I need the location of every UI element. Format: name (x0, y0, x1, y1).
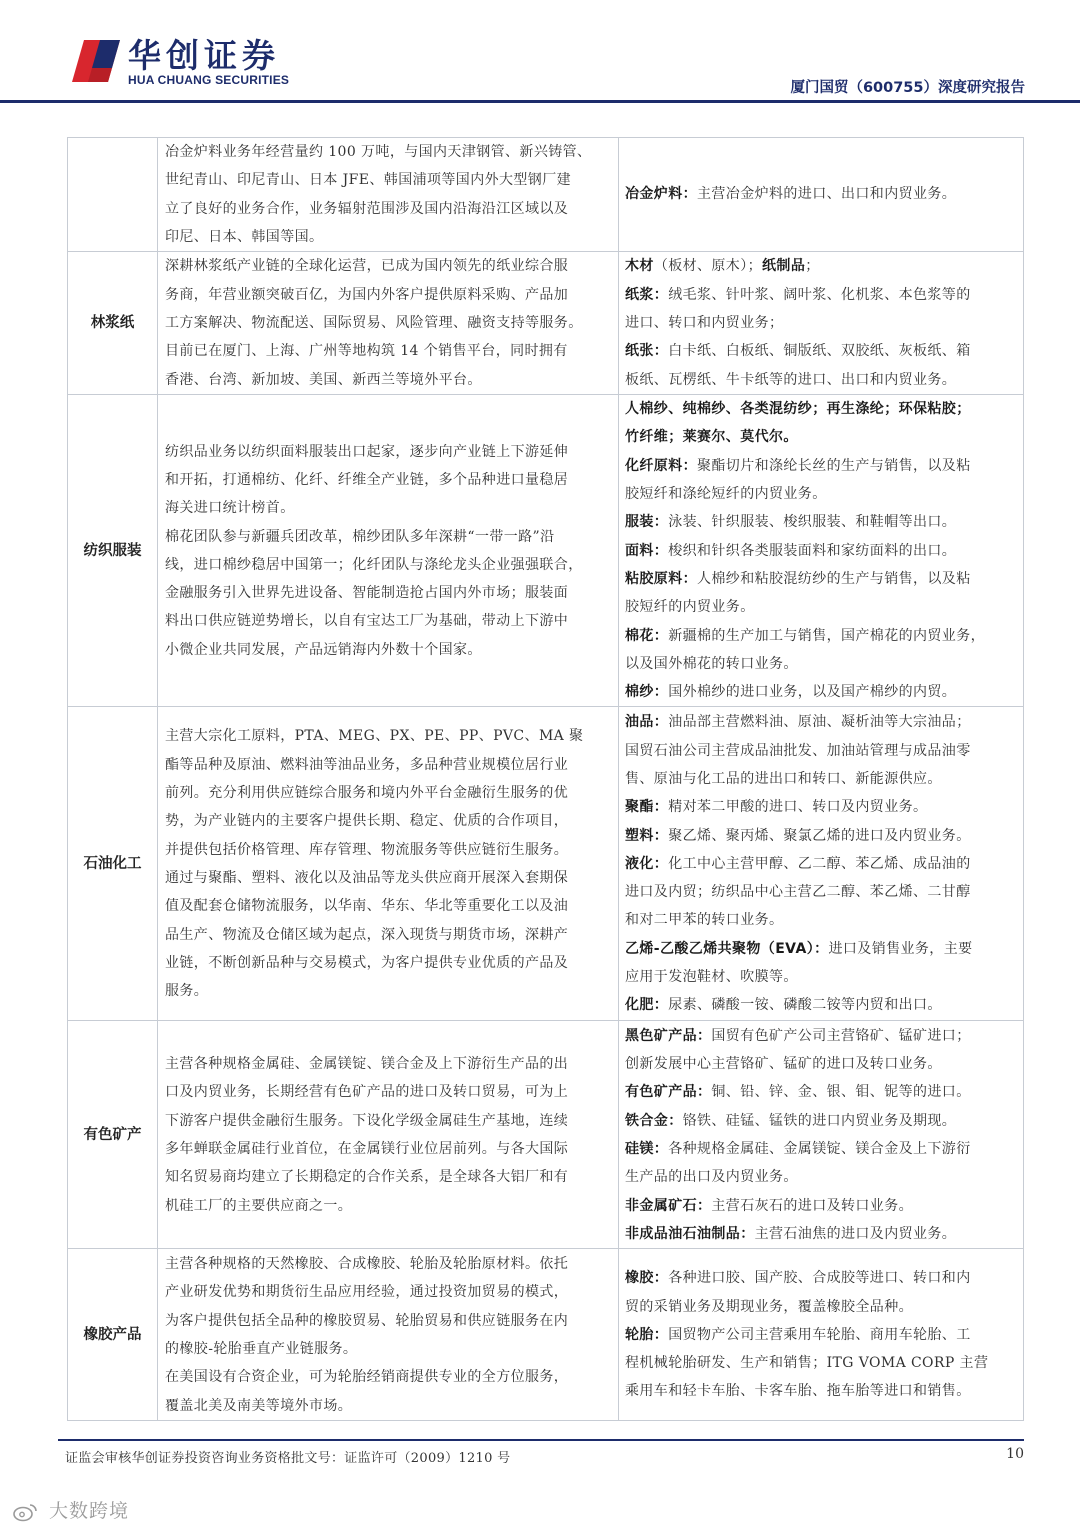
product-line (625, 281, 1018, 309)
description-line: 主营大宗化工原料，PTA、MEG、PX、PE、PP、PVC、MA 聚 (165, 728, 584, 745)
segment-products (619, 138, 1024, 252)
product-line (625, 309, 1018, 337)
product-keyword: 冶金炉料： (625, 186, 697, 203)
description-line: 酯等品种及原油、燃料油等油品业务，多品种营业规模位居行业 (165, 756, 569, 773)
segment-description (158, 395, 619, 707)
product-keyword: 有色矿产品： (625, 1084, 712, 1101)
segment-products (619, 1249, 1024, 1421)
product-line (625, 906, 1018, 934)
product-line (625, 1220, 1018, 1248)
product-line (625, 565, 1018, 593)
product-text: 梭织和针织各类服装面料和家纺面料的出口。 (668, 542, 957, 559)
segment-name: 林浆纸 (68, 252, 158, 395)
product-line (625, 1107, 1018, 1135)
product-text: 各种规格金属硅、金属镁锭、镁合金及上下游衍 (668, 1140, 971, 1157)
description-line: 服务。 (165, 983, 209, 1000)
description-line: 值及配套仓储物流服务，以华南、华东、华北等重要化工以及油 (165, 898, 569, 915)
product-text: 进口及内贸；纺织品中心主营乙二醇、苯乙烯、二甘醇 (625, 884, 971, 901)
product-keyword: 木材 (625, 258, 654, 275)
segment-name: 石油化工 (68, 707, 158, 1021)
description-line: 主营各种规格的天然橡胶、合成橡胶、轮胎及轮胎原材料。依托 (165, 1256, 569, 1273)
product-keyword: 非金属矿石： (625, 1197, 712, 1214)
product-text: 国外棉纱的进口业务，以及国产棉纱的内贸。 (668, 684, 957, 701)
product-line (625, 1349, 1018, 1377)
description-line: 覆盖北美及南美等境外市场。 (165, 1397, 353, 1414)
product-text: 主营石灰石的进口及转口业务。 (711, 1197, 914, 1214)
product-text: 创新发展中心主营铬矿、锰矿的进口及转口业务。 (625, 1056, 942, 1073)
product-keyword: 纸张： (625, 343, 669, 360)
weibo-icon (12, 1502, 38, 1522)
product-text: （板材、原木）； (653, 258, 763, 275)
product-line (625, 765, 1018, 793)
product-keyword: 油品： (625, 714, 669, 731)
product-line (625, 935, 1018, 963)
product-text: 生产品的出口及内贸业务。 (625, 1169, 798, 1186)
product-text: 国贸有色矿产公司主营铬矿、锰矿进口； (711, 1027, 971, 1044)
product-line (625, 480, 1018, 508)
product-line (625, 878, 1018, 906)
segment-name (68, 138, 158, 252)
table-row (68, 138, 1024, 252)
product-line (625, 452, 1018, 480)
product-keyword: 棉花： (625, 627, 669, 644)
product-text: ； (805, 258, 820, 275)
product-text: 油品部主营燃料油、原油、凝析油等大宗油品； (668, 714, 971, 731)
description-line: 印尼、日本、韩国等国。 (165, 228, 324, 245)
description-line: 香港、台湾、新加坡、美国、新西兰等境外平台。 (165, 371, 482, 388)
product-line (625, 395, 1018, 423)
table-row (68, 1021, 1024, 1249)
product-text: 聚乙烯、聚丙烯、聚氯乙烯的进口及内贸业务。 (668, 827, 971, 844)
description-line: 品生产、物流及仓储区域为起点，深入现货与期货市场，深耕产 (165, 926, 569, 943)
product-keyword: 轮胎： (625, 1326, 669, 1343)
segment-products (619, 395, 1024, 707)
report-title: 厦门国贸（600755）深度研究报告 (790, 80, 1025, 96)
huachuang-logo-icon (70, 38, 122, 84)
description-line: 口及内贸业务，长期经营有色矿产品的进口及转口贸易，可为上 (165, 1084, 569, 1101)
product-text: 板纸、瓦楞纸、牛卡纸等的进口、出口和内贸业务。 (625, 371, 957, 388)
description-line: 和开拓，打通棉纺、化纤、纤维全产业链，多个品种进口量稳居 (165, 471, 569, 488)
segment-name: 橡胶产品 (68, 1249, 158, 1421)
segment-description (158, 1021, 619, 1249)
description-line: 并提供包括价格管理、库存管理、物流服务等供应链衍生服务。 (165, 841, 569, 858)
description-line: 业链，不断创新品种与交易模式，为客户提供专业优质的产品及 (165, 954, 569, 971)
product-line (625, 1078, 1018, 1106)
product-keyword: 黑色矿产品： (625, 1027, 712, 1044)
product-keyword: 服装： (625, 514, 669, 531)
segment-description (158, 1249, 619, 1421)
product-text: 进口及销售业务，主要 (828, 940, 973, 957)
product-keyword: 人棉纱、纯棉纱、各类混纺纱；再生涤纶；环保粘胶； (625, 401, 971, 418)
product-line (625, 1163, 1018, 1191)
product-text: 主营石油焦的进口及内贸业务。 (754, 1225, 957, 1242)
table-body (68, 138, 1024, 1421)
product-line (625, 252, 1018, 280)
product-line (625, 1321, 1018, 1349)
segment-products (619, 1021, 1024, 1249)
product-keyword: 化肥： (625, 997, 669, 1014)
description-line: 工方案解决、物流配送、国际贸易、风险管理、融资支持等服务。 (165, 315, 583, 332)
description-line: 势，为产业链内的主要客户提供长期、稳定、优质的合作项目， (165, 813, 569, 830)
product-line (625, 622, 1018, 650)
description-line: 机硅工厂的主要供应商之一。 (165, 1197, 353, 1214)
brand-name-cn: 华创证券 (128, 36, 280, 75)
product-keyword: 纸浆： (625, 286, 669, 303)
product-keyword: 竹纤维；莱赛尔、莫代尔。 (625, 429, 798, 446)
product-text: 胶短纤的内贸业务。 (625, 599, 755, 616)
product-line (625, 1192, 1018, 1220)
product-text: 绒毛浆、针叶浆、阔叶浆、化机浆、本色浆等的 (668, 286, 971, 303)
description-line: 立了良好的业务合作，业务辐射范围涉及国内沿海沿江区域以及 (165, 200, 569, 217)
product-line (625, 822, 1018, 850)
product-line (625, 593, 1018, 621)
segment-name: 纺织服装 (68, 395, 158, 707)
header-divider (0, 100, 1080, 103)
product-text: 主营冶金炉料的进口、出口和内贸业务。 (697, 186, 957, 203)
description-line: 下游客户提供金融衍生服务。下设化学级金属硅生产基地，连续 (165, 1112, 569, 1129)
description-line: 为客户提供包括全品种的橡胶贸易、轮胎贸易和供应链服务在内 (165, 1312, 569, 1329)
product-line (625, 180, 1018, 208)
product-text: 铬铁、硅锰、锰铁的进口内贸业务及期现。 (682, 1112, 957, 1129)
product-text: 进口、转口和内贸业务； (625, 315, 784, 332)
product-keyword: 聚酯： (625, 799, 669, 816)
product-text: 贸的采销业务及期现业务，覆盖橡胶全品种。 (625, 1298, 913, 1315)
product-line (625, 737, 1018, 765)
product-line (625, 1135, 1018, 1163)
product-keyword: 硅镁： (625, 1140, 669, 1157)
watermark (12, 1496, 129, 1523)
product-line (625, 366, 1018, 394)
description-line: 海关进口统计榜首。 (165, 500, 295, 517)
description-line: 前列。充分利用供应链综合服务和境内外平台金融衍生服务的优 (165, 785, 569, 802)
segment-name: 有色矿产 (68, 1021, 158, 1249)
product-line (625, 991, 1018, 1019)
product-keyword: 液化： (625, 855, 669, 872)
product-line (625, 963, 1018, 991)
product-text: 乘用车和轻卡车胎、卡客车胎、拖车胎等进口和销售。 (625, 1383, 971, 1400)
business-segments-table (67, 137, 1024, 1421)
description-line: 通过与聚酯、塑料、液化以及油品等龙头供应商开展深入套期保 (165, 869, 569, 886)
description-line: 深耕林浆纸产业链的全球化运营，已成为国内领先的纸业综合服 (165, 258, 569, 275)
table-row (68, 707, 1024, 1021)
description-line: 金融服务引入世界先进设备、智能制造抢占国内外市场；服装面 (165, 585, 569, 602)
product-text: 白卡纸、白板纸、铜版纸、双胶纸、灰板纸、箱 (668, 343, 971, 360)
product-line (625, 1264, 1018, 1292)
product-text: 新疆棉的生产加工与销售，国产棉花的内贸业务， (668, 627, 986, 644)
product-text: 精对苯二甲酸的进口、转口及内贸业务。 (668, 799, 928, 816)
description-line: 小微企业共同发展，产品远销海内外数十个国家。 (165, 641, 482, 658)
watermark-text: 大数跨境 (49, 1500, 130, 1522)
description-line: 棉花团队参与新疆兵团改革，棉纱团队多年深耕“一带一路”沿 (165, 528, 555, 545)
product-line (625, 1293, 1018, 1321)
description-line: 务商，年营业额突破百亿，为国内外客户提供原料采购、产品加 (165, 286, 569, 303)
product-text: 胶短纤和涤纶短纤的内贸业务。 (625, 486, 827, 503)
description-line: 多年蝉联金属硅行业首位，在金属镁行业位居前列。与各大国际 (165, 1140, 569, 1157)
product-keyword: 乙烯-乙酸乙烯共聚物（EVA）： (625, 940, 829, 957)
description-line: 在美国设有合资企业，可为轮胎经销商提供专业的全方位服务， (165, 1369, 569, 1386)
product-line (625, 708, 1018, 736)
product-keyword: 非成品油石油制品： (625, 1225, 755, 1242)
description-line: 料出口供应链逆势增长，以自有宝达工厂为基础，带动上下游中 (165, 613, 569, 630)
product-text: 应用于发泡鞋材、吹膜等。 (625, 968, 798, 985)
description-line: 的橡胶-轮胎垂直产业链服务。 (165, 1340, 358, 1357)
segment-products (619, 707, 1024, 1021)
table-row (68, 1249, 1024, 1421)
product-keyword: 铁合金： (625, 1112, 683, 1129)
brand-name-en: HUA CHUANG SECURITIES (128, 73, 290, 87)
description-line: 知名贸易商均建立了长期稳定的合作关系，是全球各大铝厂和有 (165, 1169, 569, 1186)
product-text: 售、原油与化工品的进出口和转口、新能源供应。 (625, 770, 942, 787)
page-header (0, 0, 1080, 106)
product-keyword: 面料： (625, 542, 669, 559)
description-line: 产业研发优势和期货衍生品应用经验，通过投资加贸易的模式， (165, 1284, 569, 1301)
description-line: 世纪青山、印尼青山、日本 JFE、韩国浦项等国内外大型钢厂建 (165, 172, 571, 189)
product-text: 和对二甲苯的转口业务。 (625, 912, 784, 929)
product-line (625, 1377, 1018, 1405)
segment-description (158, 252, 619, 395)
product-line (625, 678, 1018, 706)
footer-divider (58, 1439, 1024, 1441)
product-line (625, 850, 1018, 878)
product-text: 尿素、磷酸一铵、磷酸二铵等内贸和出口。 (668, 997, 942, 1014)
product-text: 铜、铅、锌、金、银、钼、铌等的进口。 (711, 1084, 971, 1101)
table-row (68, 252, 1024, 395)
product-keyword: 纸制品 (762, 258, 806, 275)
product-keyword: 化纤原料： (625, 457, 697, 474)
product-text: 各种进口胶、国产胶、合成胶等进口、转口和内 (668, 1270, 971, 1287)
product-text: 聚酯切片和涤纶长丝的生产与销售，以及粘 (697, 457, 971, 474)
description-line: 目前已在厦门、上海、广州等地构筑 14 个销售平台，同时拥有 (165, 343, 568, 360)
product-keyword: 棉纱： (625, 684, 669, 701)
product-line (625, 508, 1018, 536)
product-keyword: 塑料： (625, 827, 669, 844)
segment-description (158, 138, 619, 252)
product-keyword: 粘胶原料： (625, 570, 697, 587)
segment-products (619, 252, 1024, 395)
product-text: 国贸物产公司主营乘用车轮胎、商用车轮胎、工 (668, 1326, 971, 1343)
product-line (625, 1022, 1018, 1050)
description-line: 主营各种规格金属硅、金属镁锭、镁合金及上下游衍生产品的出 (165, 1056, 569, 1073)
description-line: 线，进口棉纱稳居中国第一；化纤团队与涤纶龙头企业强强联合， (165, 556, 583, 573)
product-text: 国贸石油公司主营成品油批发、加油站管理与成品油零 (625, 742, 971, 759)
product-line (625, 423, 1018, 451)
product-text: 泳装、针织服装、梭织服装、和鞋帽等出口。 (668, 514, 957, 531)
product-line (625, 337, 1018, 365)
product-text: 化工中心主营甲醇、乙二醇、苯乙烯、成品油的 (668, 855, 971, 872)
product-line (625, 793, 1018, 821)
table-row (68, 395, 1024, 707)
product-text: 以及国外棉花的转口业务。 (625, 655, 798, 672)
product-line (625, 650, 1018, 678)
license-statement: 证监会审核华创证券投资咨询业务资格批文号：证监许可（2009）1210 号 (65, 1451, 511, 1466)
product-keyword: 橡胶： (625, 1270, 669, 1287)
description-line: 冶金炉料业务年经营量约 100 万吨，与国内天津钢管、新兴铸管、 (165, 144, 592, 160)
segment-description (158, 707, 619, 1021)
description-line: 纺织品业务以纺织面料服装出口起家，逐步向产业链上下游延伸 (165, 443, 569, 460)
product-line (625, 537, 1018, 565)
page-number: 10 (1006, 1446, 1024, 1462)
product-text: 人棉纱和粘胶混纺纱的生产与销售，以及粘 (697, 570, 971, 587)
product-line (625, 1050, 1018, 1078)
product-text: 程机械轮胎研发、生产和销售；ITG VOMA CORP 主营 (625, 1355, 989, 1372)
